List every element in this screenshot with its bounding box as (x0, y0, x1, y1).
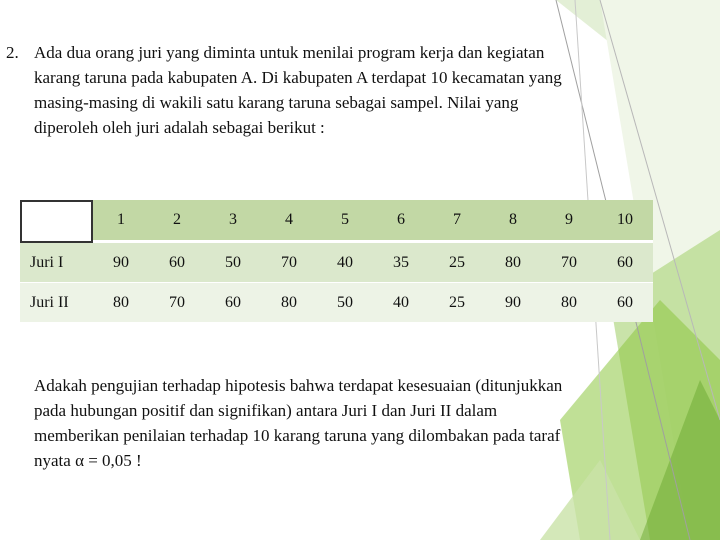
column-header: 10 (597, 200, 653, 243)
table-corner-cell (20, 200, 93, 243)
table-cell: 90 (93, 243, 149, 283)
column-header: 8 (485, 200, 541, 243)
column-header: 5 (317, 200, 373, 243)
column-header: 2 (149, 200, 205, 243)
table-cell: 70 (261, 243, 317, 283)
row-label: Juri I (20, 243, 93, 283)
table-cell: 25 (429, 243, 485, 283)
table-cell: 60 (149, 243, 205, 283)
table-cell: 80 (93, 283, 149, 322)
column-header: 1 (93, 200, 149, 243)
table-cell: 60 (597, 243, 653, 283)
row-label: Juri II (20, 283, 93, 322)
table-header-row (20, 200, 653, 243)
scores-table (20, 200, 653, 322)
table-cell: 80 (541, 283, 597, 322)
table-cell: 35 (373, 243, 429, 283)
table-cell: 50 (317, 283, 373, 322)
column-header: 3 (205, 200, 261, 243)
problem-text: Ada dua orang juri yang diminta untuk menilai program kerja dan kegiatan karang taruna pada kabupaten A. Di kabupaten A terdapat 10 kecamatan yang masing-masing di wakili satu karang taruna sebagai sampel. Nilai yang diperoleh oleh juri adalah sebagai berikut : (34, 43, 562, 137)
table-row-juri-2 (20, 283, 653, 322)
column-header: 9 (541, 200, 597, 243)
table-row-juri-1 (20, 243, 653, 283)
problem-statement (6, 40, 566, 140)
column-header: 6 (373, 200, 429, 243)
table-cell: 40 (373, 283, 429, 322)
column-header: 7 (429, 200, 485, 243)
table-cell: 60 (597, 283, 653, 322)
table-cell: 80 (261, 283, 317, 322)
question-text: Adakah pengujian terhadap hipotesis bahwa terdapat kesesuaian (ditunjukkan pada hubungan positif dan signifikan) antara Juri I dan Juri II dalam memberikan penilaian terhadap 10 karang taruna yang dilombakan pada taraf nyata α = 0,05 ! (34, 376, 563, 470)
table-cell: 25 (429, 283, 485, 322)
table-cell: 40 (317, 243, 373, 283)
table-cell: 60 (205, 283, 261, 322)
table-cell: 90 (485, 283, 541, 322)
table-cell: 70 (149, 283, 205, 322)
table-cell: 50 (205, 243, 261, 283)
problem-number: 2. (6, 43, 19, 62)
table-cell: 80 (485, 243, 541, 283)
table-cell: 70 (541, 243, 597, 283)
column-header: 4 (261, 200, 317, 243)
